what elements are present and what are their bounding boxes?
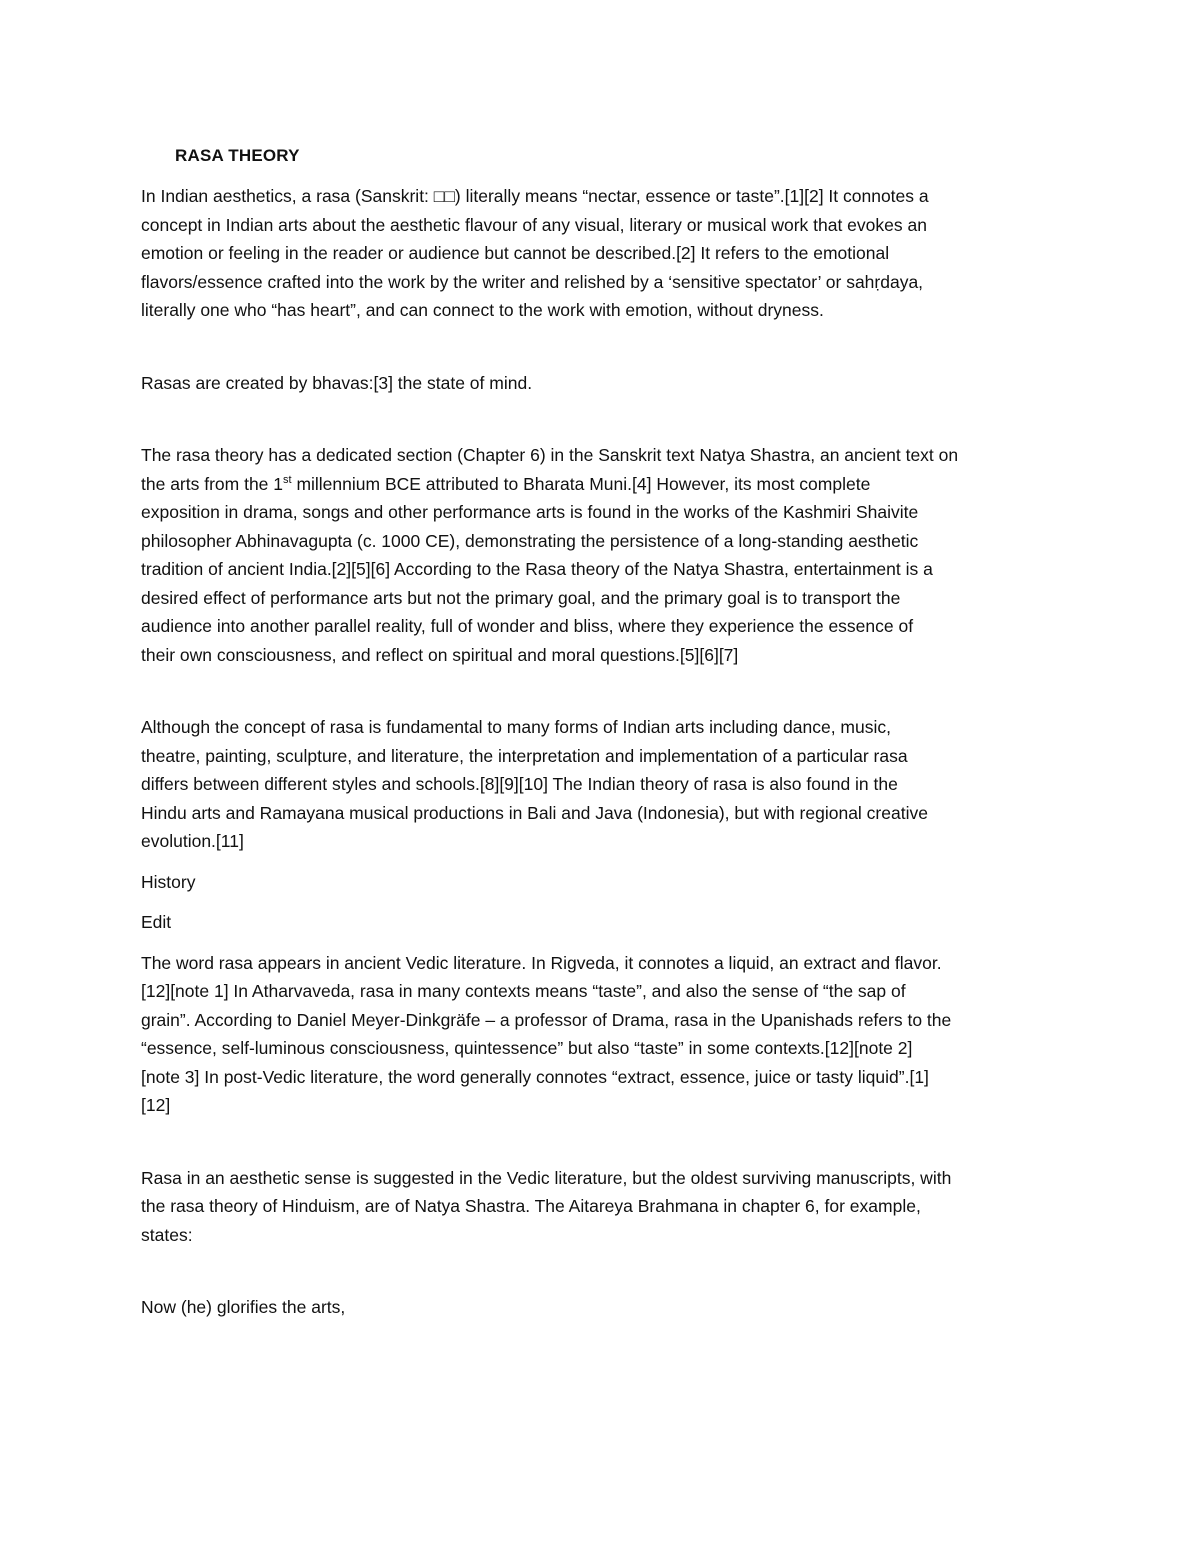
- paragraph-natya-shastra-line-1: The rasa theory has a dedicated section (Chapter 6) in the Sanskrit text Natya Shastra, an ancient text on: [141, 445, 959, 465]
- superscript-ordinal: st: [283, 473, 292, 486]
- paragraph-spacer: [141, 1249, 1056, 1293]
- paragraph-vedic-literature: The word rasa appears in ancient Vedic literature. In Rigveda, it connotes a liquid, an extract and flavor. [12][note 1] In Atharvaveda, rasa in many contexts means “taste”, and also the sense of “the sap of grain”. According to Daniel Meyer-Dinkgräfe – a professor of Drama, rasa in the Upanishads refers to the “essence, self-luminous consciousness, quintessence” but also “taste” in some contexts.[12][note 2] [note 3] In post-Vedic literature, the word generally connotes “extract, essence, juice or tasty liquid”.[1] [12]: [141, 952, 952, 1115]
- paragraph-natya-shastra-line-2: [141, 470, 1056, 499]
- paragraph-rasa-arts: Although the concept of rasa is fundamental to many forms of Indian arts including dance, music, theatre, painting, sculpture, and literature, the interpretation and implementation of a particular rasa differs between different styles and schools.[8][9][10] The Indian theory of rasa is also found in the Hindu arts and Ramayana musical productions in Bali and Java (Indonesia), but with regional creative evolution.[11]: [141, 717, 928, 851]
- paragraph-bhavas: Rasas are created by bhavas:[3] the state of mind.: [141, 372, 533, 393]
- paragraph-rasa-definition: In Indian aesthetics, a rasa (Sanskrit: □□) literally means “nectar, essence or taste”.[1][2] It connotes a concept in Indian arts about the aesthetic flavour of any visual, literary or musical work that evokes an emotion or feeling in the reader or audience but cannot be described.[2] It refers to the emotional flavors/essence crafted into the work by the writer and relished by a ‘sensitive spectator’ or sahṛdaya, literally one who “has heart”, and can connect to the work with emotion, without dryness.: [141, 186, 929, 320]
- paragraph-natya-shastra-rest: exposition in drama, songs and other performance arts is found in the works of the Kashmiri Shaivite philosopher Abhinavagupta (c. 1000 CE), demonstrating the persistence of a long-standing aesthetic tradition of ancient India.[2][5][6] According to the Rasa theory of the Natya Shastra, entertainment is a desired effect of performance arts but not the primary goal, and the primary goal is to transport the audience into another parallel reality, full of wonder and bliss, where they experience the essence of their own consciousness, and reflect on spiritual and moral questions.[5][6][7]: [141, 502, 933, 665]
- document-title: RASA THEORY: [175, 146, 300, 165]
- text-fragment: millennium BCE attributed to Bharata Muni.[4] However, its most complete: [291, 473, 871, 494]
- edit-link: Edit: [141, 912, 172, 932]
- paragraph-glorifies-arts: Now (he) glorifies the arts,: [141, 1297, 346, 1317]
- paragraph-spacer: [141, 1120, 1056, 1164]
- paragraph-spacer: [141, 669, 1056, 713]
- paragraph-spacer: [141, 896, 1056, 908]
- paragraph-spacer: [141, 325, 1056, 369]
- heading-history: History: [141, 871, 196, 892]
- text-fragment: the arts from the 1: [141, 473, 284, 494]
- paragraph-spacer: [141, 397, 1056, 441]
- paragraph-spacer: [141, 856, 1056, 868]
- paragraph-aesthetic-sense: Rasa in an aesthetic sense is suggested in the Vedic literature, but the oldest surviving manuscripts, with the rasa theory of Hinduism, are of Natya Shastra. The Aitareya Brahmana in chapter 6, for example, states:: [141, 1167, 952, 1245]
- paragraph-spacer: [141, 937, 1056, 949]
- document-body: [141, 142, 1056, 1322]
